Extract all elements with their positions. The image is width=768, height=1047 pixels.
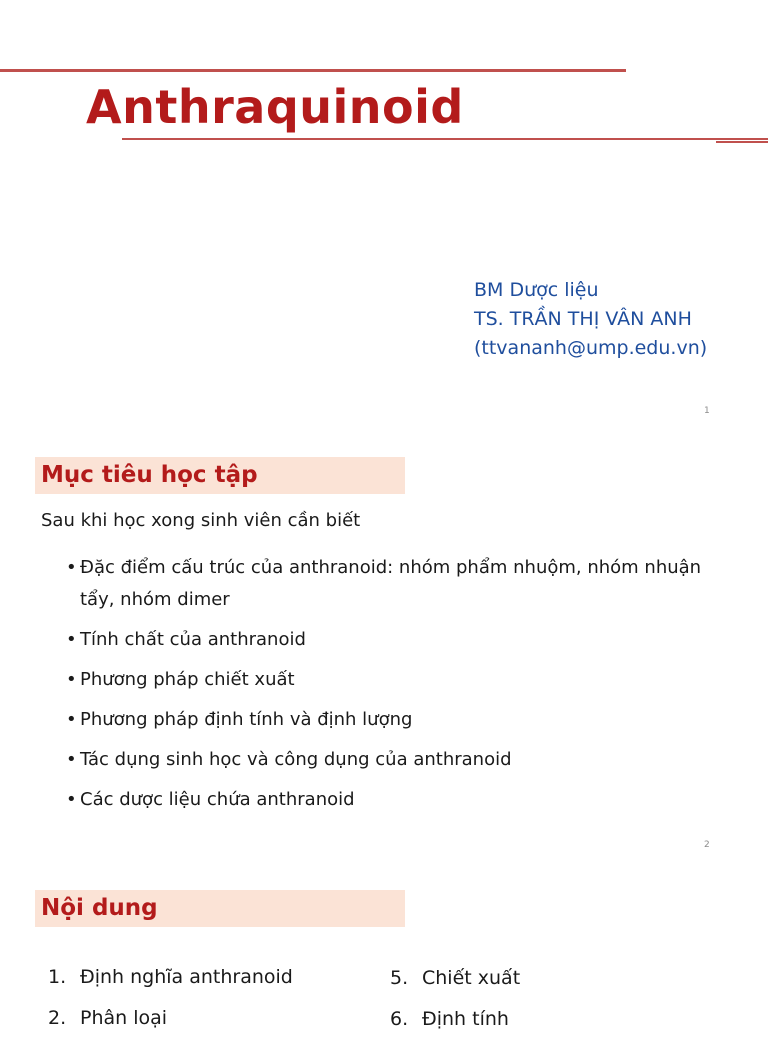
page-number-2: 2 (704, 840, 710, 850)
top-rule (0, 69, 626, 72)
item-number: 6. (390, 1008, 409, 1030)
contents-heading: Nội dung (41, 895, 158, 921)
list-item: • Tác dụng sinh học và công dụng của anthranoid (66, 744, 726, 776)
list-item: • Đặc điểm cấu trúc của anthranoid: nhóm phẩm nhuộm, nhóm nhuận tẩy, nhóm dimer (66, 552, 726, 616)
list-item (48, 964, 293, 991)
author-department: BM Dược liệu (474, 279, 599, 301)
title-underline (122, 138, 768, 140)
item-number: 5. (390, 967, 409, 989)
list-item: • Các dược liệu chứa anthranoid (66, 784, 726, 816)
author-block (474, 276, 707, 363)
item-label: Chiết xuất (422, 967, 521, 989)
item-label: Định tính (422, 1008, 509, 1030)
list-item (390, 965, 520, 992)
author-email: (ttvananh@ump.edu.vn) (474, 337, 708, 359)
list-item: • Phương pháp định tính và định lượng (66, 704, 726, 736)
contents-list-right (390, 965, 520, 1047)
slide-title: Anthraquinoid (86, 80, 464, 134)
objectives-heading: Mục tiêu học tập (41, 462, 258, 488)
title-underline-accent (716, 141, 768, 143)
objectives-intro: Sau khi học xong sinh viên cần biết (41, 510, 361, 531)
contents-heading-box (35, 890, 405, 927)
item-number: 2. (48, 1007, 67, 1029)
contents-list-left (48, 964, 293, 1046)
list-item (48, 1005, 293, 1032)
list-item: • Phương pháp chiết xuất (66, 664, 726, 696)
item-label: Định nghĩa anthranoid (80, 966, 293, 988)
list-item: • Tính chất của anthranoid (66, 624, 726, 656)
objectives-heading-box (35, 457, 405, 494)
item-label: Phân loại (80, 1007, 168, 1029)
list-item (390, 1006, 520, 1033)
objectives-list (66, 552, 726, 824)
author-name: TS. TRẦN THỊ VÂN ANH (474, 308, 692, 330)
page-number-1: 1 (704, 406, 710, 416)
item-number: 1. (48, 966, 67, 988)
